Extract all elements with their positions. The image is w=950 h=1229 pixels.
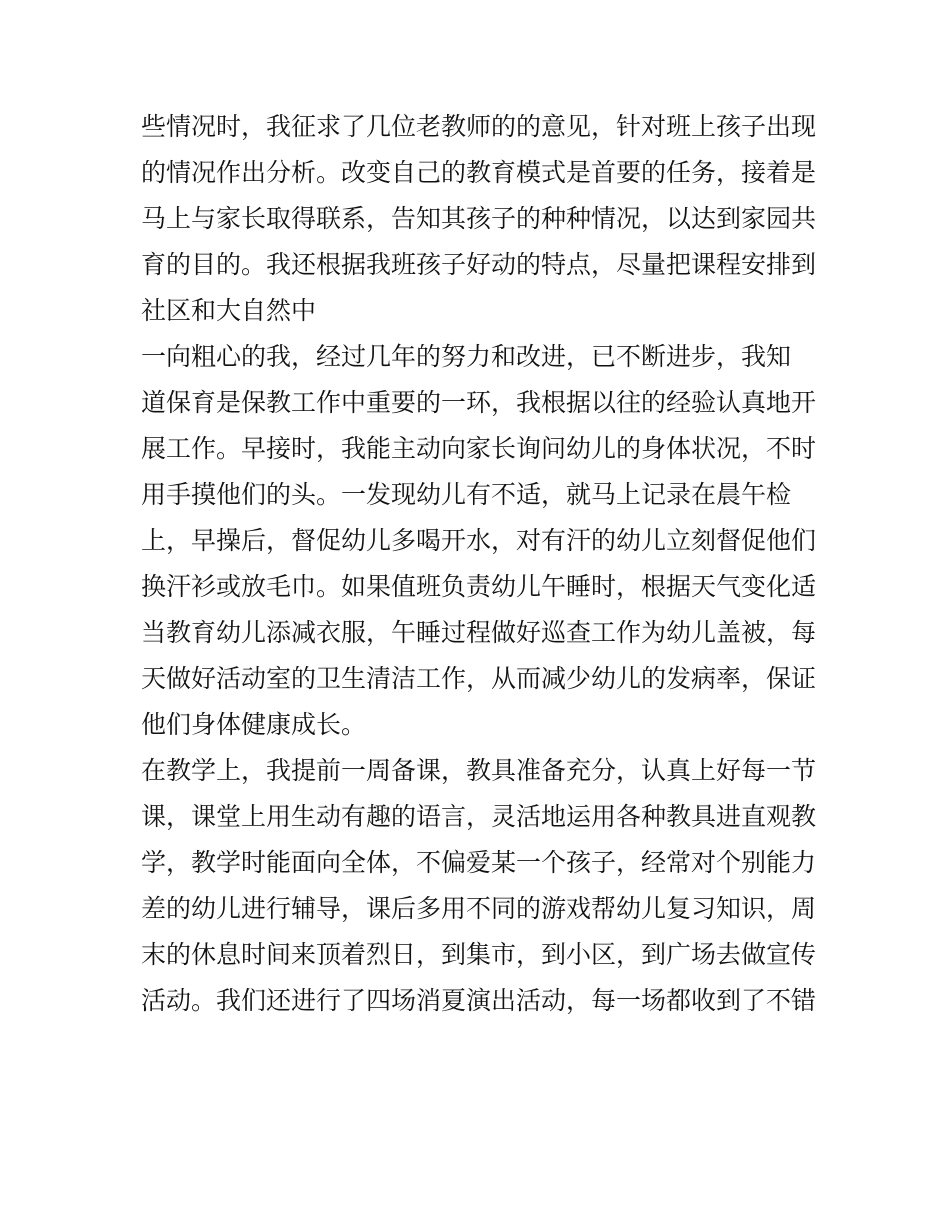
text-line: 课，课堂上用生动有趣的语言，灵活地运用各种教具进直观教 [141, 802, 817, 831]
text-line: 当教育幼儿添减衣服，午睡过程做好巡查工作为幼儿盖被，每 [141, 618, 817, 647]
text-line: 换汗衫或放毛巾。如果值班负责幼儿午睡时，根据天气变化适 [141, 572, 817, 601]
text-line: 的情况作出分析。改变自己的教育模式是首要的任务，接着是 [141, 158, 817, 187]
text-line: 马上与家长取得联系，告知其孩子的种种情况，以达到家园共 [141, 204, 817, 233]
text-line: 社区和大自然中 [141, 296, 317, 325]
text-line: 一向粗心的我，经过几年的努力和改进，已不断进步，我知 [141, 342, 792, 371]
text-line: 活动。我们还进行了四场消夏演出活动，每一场都收到了不错 [141, 986, 817, 1015]
text-line: 道保育是保教工作中重要的一环，我根据以往的经验认真地开 [141, 388, 817, 417]
text-line: 他们身体健康成长。 [141, 710, 367, 739]
body-text [141, 104, 821, 1024]
text-line: 在教学上，我提前一周备课，教具准备充分，认真上好每一节 [141, 756, 817, 785]
text-line: 末的休息时间来顶着烈日，到集市，到小区，到广场去做宣传 [141, 940, 817, 969]
text-line: 用手摸他们的头。一发现幼儿有不适，就马上记录在晨午检 [141, 480, 792, 509]
text-line: 育的目的。我还根据我班孩子好动的特点，尽量把课程安排到 [141, 250, 817, 279]
text-line: 天做好活动室的卫生清洁工作，从而减少幼儿的发病率，保证 [141, 664, 817, 693]
text-line: 差的幼儿进行辅导，课后多用不同的游戏帮幼儿复习知识，周 [141, 894, 817, 923]
text-line: 上，早操后，督促幼儿多喝开水，对有汗的幼儿立刻督促他们 [141, 526, 817, 555]
text-line: 展工作。早接时，我能主动向家长询问幼儿的身体状况，不时 [141, 434, 817, 463]
text-line: 学，教学时能面向全体，不偏爱某一个孩子，经常对个别能力 [141, 848, 817, 877]
text-line: 些情况时，我征求了几位老教师的的意见，针对班上孩子出现 [141, 112, 817, 141]
